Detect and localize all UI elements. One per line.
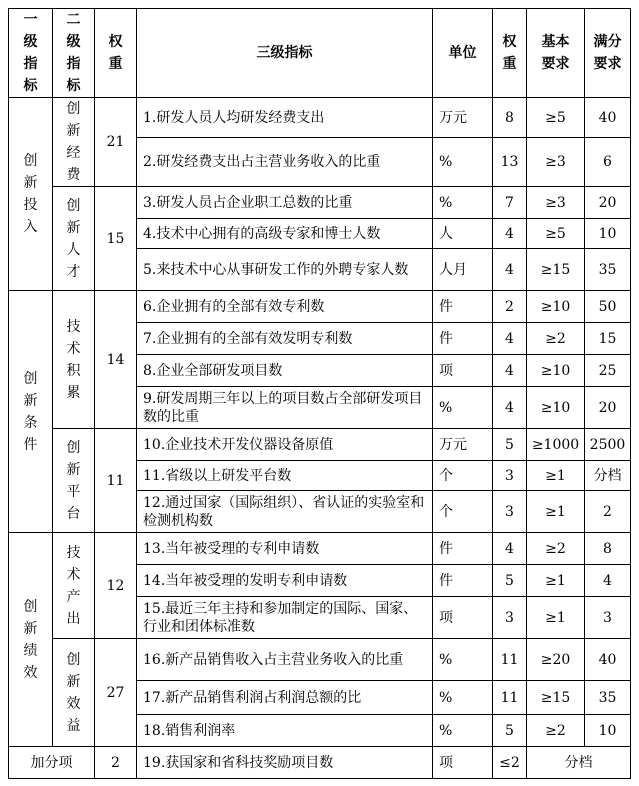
metric-unit: 万元 — [433, 98, 493, 138]
metric-basic: ≥2 — [527, 533, 585, 565]
metric-basic: ≥20 — [527, 639, 585, 681]
table-row — [9, 291, 631, 323]
sub-weight: 14 — [95, 291, 137, 429]
group-innovation-performance: 创新绩效 — [9, 533, 53, 747]
metric-basic: ≥10 — [527, 291, 585, 323]
metric-full: 20 — [585, 387, 631, 429]
bonus-metric: 19.获国家和省科技奖励项目数 — [137, 747, 433, 779]
metric-full: 35 — [585, 681, 631, 715]
header-unit: 单位 — [433, 9, 493, 98]
metric-unit: 项 — [433, 355, 493, 387]
metric-weight: 4 — [493, 387, 527, 429]
metric-name: 16.新产品销售收入占主营业务收入的比重 — [137, 639, 433, 681]
metric-basic: ≥1 — [527, 565, 585, 597]
metric-full: 2500 — [585, 429, 631, 461]
metric-full: 40 — [585, 98, 631, 138]
metric-unit: % — [433, 715, 493, 747]
metric-unit: % — [433, 387, 493, 429]
sub-weight: 21 — [95, 98, 137, 187]
metric-unit: % — [433, 138, 493, 187]
metric-weight: 4 — [493, 219, 527, 249]
metric-name: 18.销售利润率 — [137, 715, 433, 747]
metric-full: 10 — [585, 219, 631, 249]
metric-weight: 3 — [493, 491, 527, 533]
metric-name: 3.研发人员占企业职工总数的比重 — [137, 187, 433, 219]
bonus-weight3: ≤2 — [493, 747, 527, 779]
metric-name: 14.当年被受理的发明专利申请数 — [137, 565, 433, 597]
metric-basic: ≥2 — [527, 715, 585, 747]
sub-weight: 27 — [95, 639, 137, 747]
metric-basic: ≥1000 — [527, 429, 585, 461]
metric-unit: 万元 — [433, 429, 493, 461]
metric-weight: 4 — [493, 355, 527, 387]
bonus-weight: 2 — [95, 747, 137, 779]
metric-weight: 4 — [493, 533, 527, 565]
header-level3: 三级指标 — [137, 9, 433, 98]
metric-name: 15.最近三年主持和参加制定的国际、国家、行业和团体标准数 — [137, 597, 433, 639]
metric-basic: ≥15 — [527, 249, 585, 291]
sub-weight: 12 — [95, 533, 137, 639]
sub-innovation-benefit: 创新效益 — [53, 639, 95, 747]
metric-name: 10.企业技术开发仪器设备原值 — [137, 429, 433, 461]
metric-weight: 4 — [493, 249, 527, 291]
metric-name: 2.研发经费支出占主营业务收入的比重 — [137, 138, 433, 187]
metric-basic: ≥1 — [527, 597, 585, 639]
metric-full: 2 — [585, 491, 631, 533]
metric-full: 40 — [585, 639, 631, 681]
metric-unit: 件 — [433, 291, 493, 323]
metric-unit: 件 — [433, 323, 493, 355]
table-header-row — [9, 9, 631, 98]
header-level2: 二级指标 — [53, 9, 95, 98]
metric-full: 8 — [585, 533, 631, 565]
sub-technical-accumulation: 技术积累 — [53, 291, 95, 429]
sub-innovation-talent: 创新人才 — [53, 187, 95, 291]
group-innovation-conditions: 创新条件 — [9, 291, 53, 533]
metric-unit: % — [433, 187, 493, 219]
metric-name: 6.企业拥有的全部有效专利数 — [137, 291, 433, 323]
metric-unit: 个 — [433, 461, 493, 491]
metric-full: 4 — [585, 565, 631, 597]
metric-full: 10 — [585, 715, 631, 747]
bonus-label: 加分项 — [9, 747, 95, 779]
metric-name: 4.技术中心拥有的高级专家和博士人数 — [137, 219, 433, 249]
metric-name: 1.研发人员人均研发经费支出 — [137, 98, 433, 138]
metric-weight: 11 — [493, 639, 527, 681]
table-row — [9, 187, 631, 219]
table-row — [9, 98, 631, 138]
metric-name: 12.通过国家（国际组织）、省认证的实验室和检测机构数 — [137, 491, 433, 533]
metric-basic: ≥3 — [527, 187, 585, 219]
metric-unit: 项 — [433, 597, 493, 639]
metric-name: 9.研发周期三年以上的项目数占全部研发项目数的比重 — [137, 387, 433, 429]
metric-basic: ≥5 — [527, 98, 585, 138]
table-row — [9, 639, 631, 681]
metric-basic: ≥10 — [527, 387, 585, 429]
metric-weight: 5 — [493, 565, 527, 597]
metric-basic: ≥1 — [527, 491, 585, 533]
metric-full: 20 — [585, 187, 631, 219]
metric-basic: ≥15 — [527, 681, 585, 715]
metric-weight: 2 — [493, 291, 527, 323]
metric-full: 6 — [585, 138, 631, 187]
bonus-unit: 项 — [433, 747, 493, 779]
metric-name: 5.来技术中心从事研发工作的外聘专家人数 — [137, 249, 433, 291]
metric-weight: 4 — [493, 323, 527, 355]
metric-unit: 个 — [433, 491, 493, 533]
metric-basic: ≥1 — [527, 461, 585, 491]
metric-unit: 件 — [433, 533, 493, 565]
metric-name: 13.当年被受理的专利申请数 — [137, 533, 433, 565]
header-basic: 基本要求 — [527, 9, 585, 98]
metric-basic: ≥3 — [527, 138, 585, 187]
metric-full: 3 — [585, 597, 631, 639]
evaluation-index-table — [8, 8, 631, 779]
metric-full: 35 — [585, 249, 631, 291]
metric-name: 8.企业全部研发项目数 — [137, 355, 433, 387]
metric-full: 25 — [585, 355, 631, 387]
metric-weight: 3 — [493, 597, 527, 639]
metric-basic: ≥2 — [527, 323, 585, 355]
metric-unit: 人月 — [433, 249, 493, 291]
metric-basic: ≥5 — [527, 219, 585, 249]
metric-name: 7.企业拥有的全部有效发明专利数 — [137, 323, 433, 355]
bonus-scoring: 分档 — [527, 747, 631, 779]
metric-weight: 3 — [493, 461, 527, 491]
sub-innovation-platform: 创新平台 — [53, 429, 95, 533]
metric-name: 11.省级以上研发平台数 — [137, 461, 433, 491]
table-row — [9, 429, 631, 461]
metric-unit: 人 — [433, 219, 493, 249]
metric-basic: ≥10 — [527, 355, 585, 387]
header-weight3: 权重 — [493, 9, 527, 98]
metric-name: 17.新产品销售利润占利润总额的比 — [137, 681, 433, 715]
group-innovation-input: 创新投入 — [9, 98, 53, 291]
metric-weight: 8 — [493, 98, 527, 138]
header-weight: 权重 — [95, 9, 137, 98]
table-row — [9, 533, 631, 565]
sub-weight: 15 — [95, 187, 137, 291]
sub-technical-output: 技术产出 — [53, 533, 95, 639]
metric-full: 15 — [585, 323, 631, 355]
metric-weight: 11 — [493, 681, 527, 715]
sub-weight: 11 — [95, 429, 137, 533]
metric-weight: 5 — [493, 715, 527, 747]
header-level1: 一级指标 — [9, 9, 53, 98]
index-table-wrapper — [8, 8, 631, 779]
sub-innovation-funding: 创新经费 — [53, 98, 95, 187]
metric-full: 50 — [585, 291, 631, 323]
metric-weight: 7 — [493, 187, 527, 219]
bonus-row — [9, 747, 631, 779]
metric-unit: 件 — [433, 565, 493, 597]
metric-weight: 13 — [493, 138, 527, 187]
metric-weight: 5 — [493, 429, 527, 461]
metric-unit: % — [433, 639, 493, 681]
metric-unit: % — [433, 681, 493, 715]
metric-full: 分档 — [585, 461, 631, 491]
header-full: 满分要求 — [585, 9, 631, 98]
